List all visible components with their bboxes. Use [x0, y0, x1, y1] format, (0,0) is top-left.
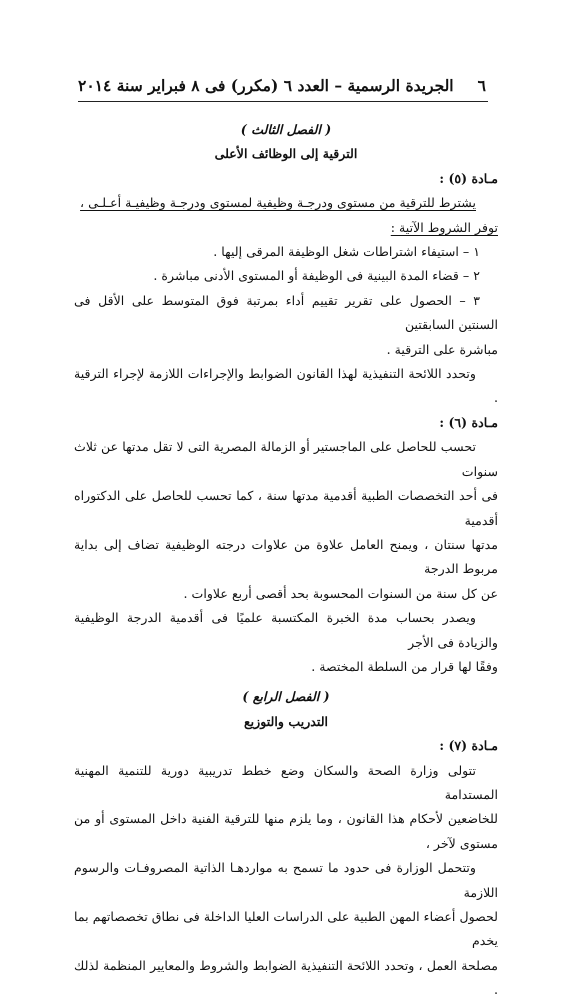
article-6-p2-line-1: ويصدر بحساب مدة الخبرة المكتسبة علميًا فى أقدمية الدرجة الوظيفية والزيادة فى الأجر	[74, 610, 498, 650]
article-6-p1-line-2: فى أحد التخصصات الطبية أقدمية مدتها سنة ، كما تحسب للحاصل على الدكتوراه أقدمية	[74, 488, 498, 528]
page-body	[74, 118, 498, 1003]
chapter-3-heading: ( الفصل الثالث )	[240, 122, 332, 137]
article-5-item-3-line-1: ٣ – الحصول على تقرير تقييم أداء بمرتبة فوق المتوسط على الأقل فى السنتين السابقتين	[74, 292, 498, 333]
article-5-line-1: يشترط للترقية من مستوى ودرجـة وظيفية لمستوى ودرجـة وظيفيـة أعـلـى ،	[80, 195, 476, 211]
article-6-p2-line-2: وفقًا لها قرار من السلطة المختصة .	[311, 658, 498, 674]
page-header	[78, 74, 486, 96]
gazette-title: الجريدة الرسمية – العدد ٦ (مكرر) فى ٨ فبراير سنة ٢٠١٤	[78, 75, 454, 95]
header-divider	[78, 101, 488, 102]
article-5-label: مـادة (٥) :	[439, 170, 498, 186]
article-6-p1-line-1: تحسب للحاصل على الماجستير أو الزمالة المصرية التى لا تقل مدتها عن ثلاث سنوات	[74, 439, 498, 479]
article-6-p1-line-3: مدتها سنتان ، ويمنح العامل علاوة من علاوات درجته الوظيفية تضاف إلى بداية مربوط الدرجة	[74, 536, 498, 577]
article-7-label: مـادة (٧) :	[439, 738, 498, 754]
article-5-item-1: ١ – استيفاء اشتراطات شغل الوظيفة المرقى إليها .	[213, 244, 480, 260]
article-6-label: مـادة (٦) :	[439, 414, 498, 430]
article-7-line-5: مصلحة العمل ، وتحدد اللائحة التنفيذية الضوابط والشروط والمعايير المنظمة لذلك .	[74, 957, 498, 998]
article-5-item-2: ٢ – قضاء المدة البينية فى الوظيفة أو المستوى الأدنى مباشرة .	[153, 268, 480, 284]
article-5-line-2: توفر الشروط الآتية :	[390, 219, 498, 235]
article-7-line-4: لحصول أعضاء المهن الطبية على الدراسات العليا الداخلة فى نطاق تخصصاتهم بما يخدم	[74, 909, 498, 949]
chapter-4-heading: ( الفصل الرابع )	[242, 689, 330, 705]
chapter-3-title: الترقية إلى الوظائف الأعلى	[214, 146, 358, 162]
article-5-closing: وتحدد اللائحة التنفيذية لهذا القانون الضوابط والإجراءات اللازمة لإجراء الترقية .	[74, 366, 498, 406]
article-7-line-2: للخاضعين لأحكام هذا القانون ، وما يلزم منها للترقية الفنية داخل المستوى أو من مستوى لآخر ،	[74, 811, 498, 851]
article-5-item-3-line-2: مباشرة على الترقية .	[386, 341, 498, 357]
chapter-4-title: التدريب والتوزيع	[243, 713, 329, 729]
page-number: ٦	[477, 75, 486, 95]
article-7-line-3: وتتحمل الوزارة فى حدود ما تسمح به مواردهـا الذاتية المصروفـات والرسوم اللازمة	[74, 860, 498, 900]
article-6-p1-line-4: عن كل سنة من السنوات المحسوبة بحد أقصى أربع علاوات .	[183, 585, 498, 601]
article-7-line-1: تتولى وزارة الصحة والسكان وضع خطط تدريبية دورية للتنمية المهنية المستدامة	[74, 762, 498, 802]
